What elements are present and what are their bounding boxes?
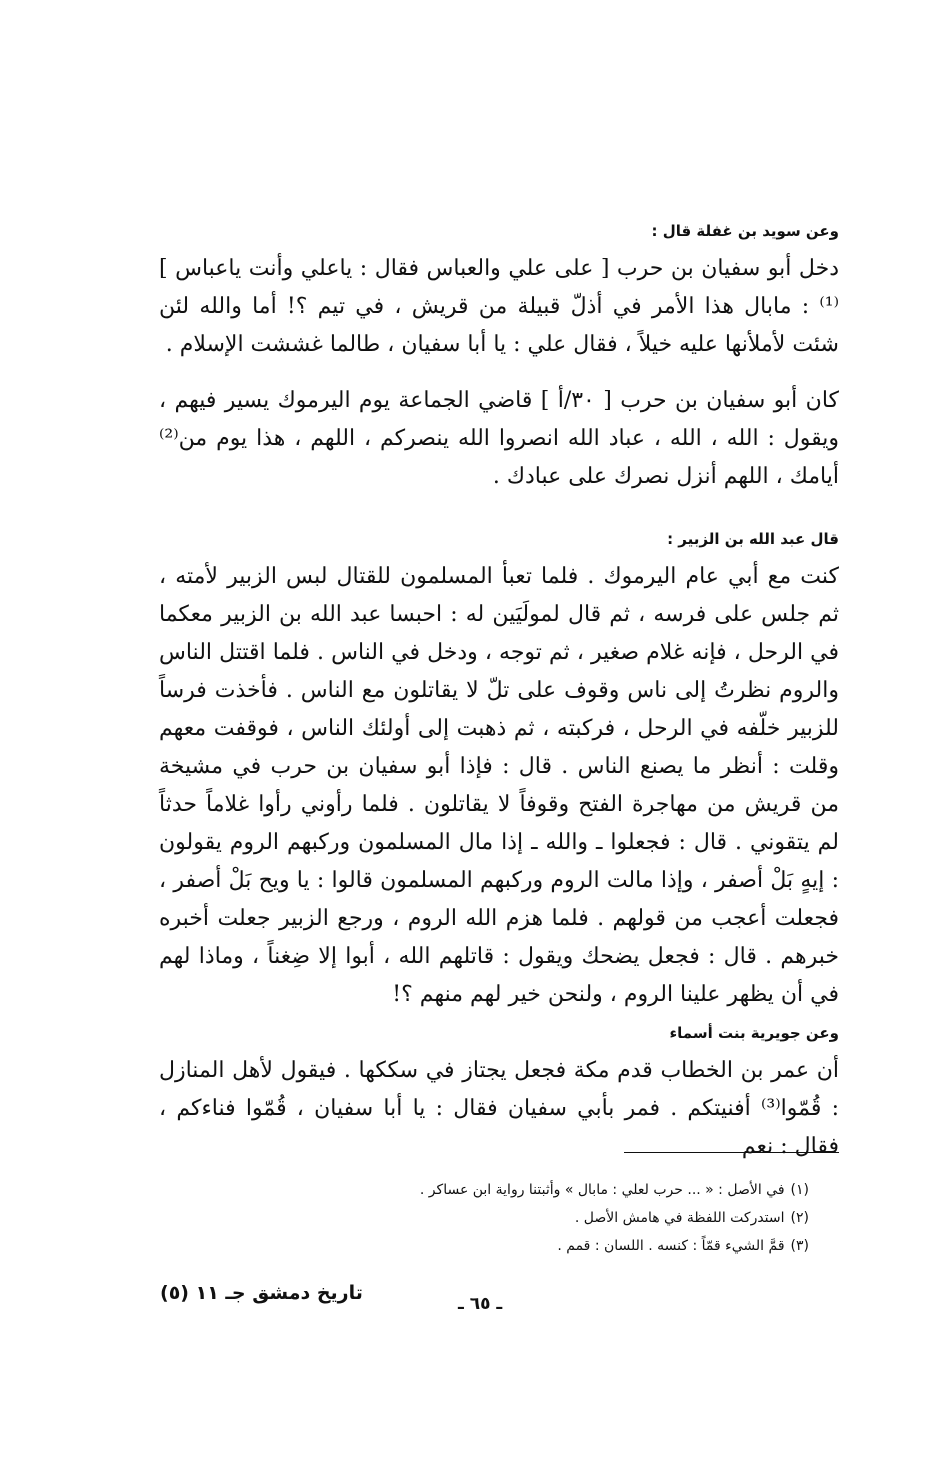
page-number: ـ ٦٥ ـ bbox=[458, 1294, 503, 1314]
footnote-number: (١) bbox=[790, 1182, 809, 1198]
section-heading: وعن جويرية بنت أسماء bbox=[669, 1024, 839, 1042]
footnote-text: استدركت اللفظة في هامش الأصل . bbox=[574, 1210, 785, 1226]
footnote-text: في الأصل : « ... حرب لعلي : مابال » وأثبتنا رواية ابن عساكر . bbox=[419, 1182, 785, 1198]
paragraph: أن عمر بن الخطاب قدم مكة فجعل يجتاز في سككها . فيقول لأهل المنازل : قُمّوا⁽³⁾ أفنيتكم . فمر بأبي سفيان فقال : يا أبا سفيان ، قُمّوا فناءكم ، فقال : نعم bbox=[159, 1058, 839, 1159]
paragraph: كان أبو سفيان بن حرب [ ٣٠/أ ] قاضي الجماعة يوم اليرموك يسير فيهم ، ويقول : الله ، الله ، عباد الله انصروا الله ينصركم ، اللهم ، هذا يوم من⁽²⁾ أيامك ، اللهم أنزل نصرك على عبادك . bbox=[159, 388, 840, 489]
section-suwayd bbox=[159, 220, 839, 496]
footnote-number: (٢) bbox=[790, 1210, 809, 1226]
footnotes bbox=[249, 1176, 809, 1260]
footnote-separator bbox=[624, 1152, 839, 1153]
footnote bbox=[249, 1204, 809, 1232]
paragraph: دخل أبو سفيان بن حرب [ على علي والعباس فقال : ياعلي وأنت ياعباس ] ⁽¹⁾ : مابال هذا الأمر في أذلّ قبيلة من قريش ، في تيم ؟! أما والله لئن شئت لأملأنها عليه خيلاً ، فقال علي : يا أبا سفيان ، طالما غششت الإسلام . bbox=[159, 256, 839, 357]
section-heading: قال عبد الله بن الزبير : bbox=[667, 530, 839, 548]
footnote bbox=[249, 1176, 809, 1204]
paragraph: كنت مع أبي عام اليرموك . فلما تعبأ المسلمون للقتال لبس الزبير لأمته ، ثم جلس على فرسه ، ثم قال لمولَيَين له : احبسا عبد الله بن الزبير معكما في الرحل ، فإنه غلام صغير ، ثم توجه ، ودخل في الناس . فلما اقتتل الناس والروم نظرتُ إلى ناس وقوف على تلّ لا يقاتلون مع الناس . فأخذت فرساً للزبير خلّفه في الرحل ، فركبته ، ثم ذهبت إلى أولئك الناس ، فوقفت معهم وقلت : أنظر ما يصنع الناس . قال : فإذا أبو سفيان بن حرب في مشيخة من قريش من مهاجرة الفتح وقوفاً لا يقاتلون . فلما رأوني رأوا غلاماً حدثاً لم يتقوني . قال : فجعلوا ـ والله ـ إذا مال المسلمون وركبهم الروم يقولون : إيهٍ بَلْ أصفر ، وإذا مالت الروم وركبهم المسلمون قالوا : يا ويح بَلْ أصفر ، فجعلت أعجب من قولهم . فلما هزم الله الروم ، ورجع الزبير جعلت أخبره خبرهم . قال : فجعل يضحك ويقول : قاتلهم الله ، أبوا إلا ضِغناً ، وماذا لهم في أن يظهر علينا الروم ، ولنحن خير لهم منهم ؟! bbox=[159, 564, 839, 1007]
footnote bbox=[249, 1232, 809, 1260]
section-ibn-zubayr bbox=[159, 528, 839, 1014]
section-juwayriya bbox=[159, 1022, 839, 1166]
book-title-footer: تاريخ دمشق جـ ١١ (٥) bbox=[160, 1282, 363, 1304]
footnote-number: (٣) bbox=[790, 1238, 809, 1254]
section-heading: وعن سويد بن غفلة قال : bbox=[651, 222, 839, 240]
footnote-text: قمَّ الشيء قمّاً : كنسه . اللسان : قمم . bbox=[557, 1238, 785, 1254]
